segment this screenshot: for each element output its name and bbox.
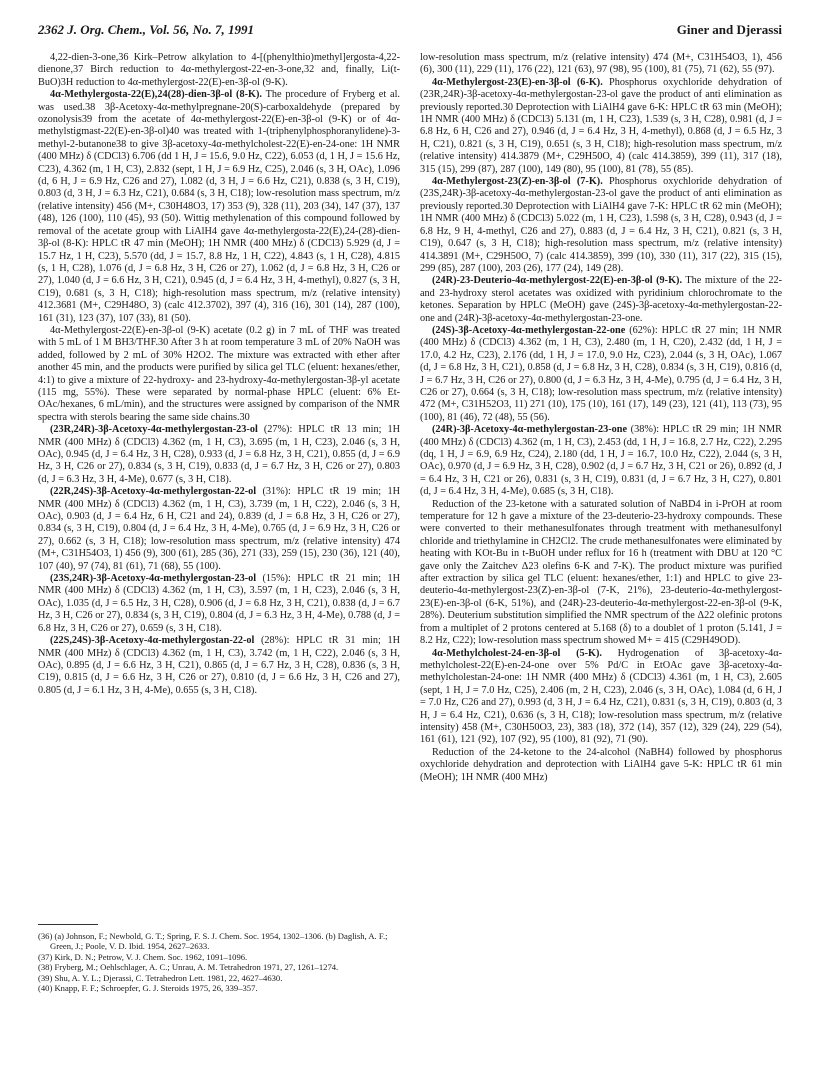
paragraph <box>420 275 782 325</box>
paragraph <box>420 747 782 784</box>
reference-item: (37) Kirk, D. N.; Petrow, V. J. Chem. Soc. 1962, 1091–1096. <box>38 951 248 962</box>
compound-heading: (22R,24S)-3β-Acetoxy-4α-methylergostan-22-ol <box>50 486 257 498</box>
footnote-rule <box>38 924 98 925</box>
left-column <box>38 52 400 697</box>
paragraph-text: (38%): HPLC tR 29 min; 1H NMR (400 MHz) δ (CDCl3) 4.362 (m, 1 H, C3), 2.453 (dd, 1 H, J = 16.8, 2.7 Hz, C22), 2.295 (dq, 1 H, J = 6.9, 6.9 Hz, C24), 2.180 (dd, 1 H, J = 16.7, 10.0 Hz, C22), 2.044 (s, 3 H, OAc), 0.970 (d, J = 6.9 Hz, 3 H, C28), 0.902 (d, J = 6.7 Hz, 3 H, C21 or 26), 0.892 (d, J = 6.4 Hz, 3 H, C21 or 26), 0.831 (s, 3 H, C19), 0.831 (d, J = 6.7 Hz, 3 H, C27), 0.801 (d, J = 6.4 Hz, 3 H, 4-Me), 0.685 (s, 3 H, C18). <box>420 424 782 498</box>
paragraph <box>420 176 782 275</box>
compound-heading: (24R)-23-Deuterio-4α-methylergost-22(E)-en-3β-ol (9-K). <box>432 275 683 287</box>
compound-heading: (23R,24R)-3β-Acetoxy-4α-methylergostan-23-ol <box>50 424 258 436</box>
compound-heading: (24R)-3β-Acetoxy-4α-methylergostan-23-one <box>432 424 627 436</box>
paragraph-text: Reduction of the 23-ketone with a saturated solution of NaBD4 in i-PrOH at room temperature for 12 h gave a mixture of the 23-deuterio-23-hydroxy compounds. These were converted to their methanesulfonates through treatment with methanesulfonyl chloride and triethylamine in CH2Cl2. The crude methanesulfonates were eliminated by heating with KOt-Bu in t-BuOH under reflux for 16 h (treatment with DBU at 120 °C gave only the Zaitchev Δ23 olefins 6-K and 7-K). The product mixture was purified after extraction by silica gel TLC (eluent: hexanes/ether, 1:1) and HPLC to give 23-deuterio-4α-methylergost-23(Z)-en-3β-ol (7-K, 21%), 23-deuterio-4α-methylergost-23(E)-en-3β-ol (6-K, 51%), and (24R)-23-deuterio-4α-methylergost-22-en-3β-ol (9-K, 28%). Deuterium substitution simplified the NMR spectrum of the Δ22 olefinic protons from a multiplet of 2 protons centered at 5.168 (δ) to a doublet of 1 proton (5.141, J = 8.2 Hz, C22); low-resolution mass spectrum showed M+ = 415 (C29H49OD). <box>420 498 782 647</box>
paragraph-text: (15%): HPLC tR 21 min; 1H NMR (400 MHz) δ (CDCl3) 4.362 (m, 1 H, C3), 3.597 (m, 1 H, C23), 2.046 (s, 3 H, OAc), 1.035 (d, J = 6.5 Hz, 3 H, C28), 0.906 (d, J = 6.8 Hz, 3 H, C21), 0.838 (d, J = 6.7 Hz, 3 H, C26 or 27), 0.834 (s, 3 H, C19), 0.804 (d, J = 6.3 Hz, 3 H, 4-Me), 0.788 (d, J = 6.8 Hz, 3 H, C26 or 27), 0.659 (s, 3 H, C18). <box>38 573 400 634</box>
paragraph-text: Phosphorus oxychloride dehydration of (23R,24R)-3β-acetoxy-4α-methylergostan-23-ol gave the product of anti elimination as previously reported.30 Deprotection with LiAlH4 gave 6-K: HPLC tR 63 min (MeOH); 1H NMR (400 MHz) δ (CDCl3) 5.131 (m, 1 H, C23), 1.539 (s, 3 H, C28), 0.981 (d, J = 6.8 Hz, 6 H, C26 and 27), 0.946 (d, J = 6.4 Hz, 3 H, 4-methyl), 0.868 (d, J = 6.5 Hz, 3 H, C21), 0.821 (s, 3 H, C19), 0.651 (s, 3 H, C18); high-resolution mass spectrum, m/z (relative intensity) 414.3879 (M+, C29H50O, 4) (calc 414.3859), 399 (11), 317 (18), 315 (15), 299 (87), 287 (100), 149 (80), 95 (100), 81 (78), 55 (85). <box>420 76 783 175</box>
paragraph-text: (31%): HPLC tR 19 min; 1H NMR (400 MHz) δ (CDCl3) 4.362 (m, 1 H, C3), 3.739 (m, 1 H, C22), 2.046 (s, 3 H, OAc), 0.903 (d, J = 6.4 Hz, 6 H, C21 and 24), 0.839 (d, J = 6.8 Hz, 3 H, C26 or 27), 0.834 (s, 3 H, C19), 0.804 (d, J = 6.4 Hz, 3 H, 4-Me), 0.765 (d, J = 6.9 Hz, 3 H, C26 or 27), 0.662 (s, 3 H, C18); low-resolution mass spectrum, m/z (relative intensity) 474 (M+, C31H54O3, 1) 456 (9), 300 (61), 285 (36), 271 (33), 259 (15), 230 (36), 121 (40), 107 (40), 97 (74), 81 (61), 71 (68), 55 (100). <box>38 486 400 572</box>
compound-heading: (23S,24R)-3β-Acetoxy-4α-methylergostan-23-ol <box>50 573 257 585</box>
running-header <box>38 22 782 42</box>
paragraph <box>420 499 782 648</box>
paragraph-text: (27%): HPLC tR 13 min; 1H NMR (400 MHz) δ (CDCl3) 4.362 (m, 1 H, C3), 3.695 (m, 1 H, C23), 2.046 (s, 3 H, OAc), 0.945 (d, J = 6.4 Hz, 3 H, C28), 0.933 (d, J = 6.8 Hz, 3 H, C21), 0.855 (d, J = 6.9 Hz, 3 H, C26 or 27), 0.834 (s, 3 H, C19), 0.833 (d, J = 6.7 Hz, 3 H, C26 or 27), 0.803 (d, J = 6.3 Hz, 3 H, 4-Me), 0.677 (s, 3 H, C18). <box>38 424 400 485</box>
paragraph-text: The mixture of the 22- and 23-hydroxy sterol acetates was oxidized with pyridinium chlorochromate to the ketones. Separation by HPLC (MeOH) gave (24S)-3β-acetoxy-4α-methylergostan-22-one and (24R)-3β-acetoxy-4α-methylergostan-23-one. <box>420 275 782 324</box>
paragraph <box>38 635 400 697</box>
reference-item: (38) Fryberg, M.; Oehlschlager, A. C.; Unrau, A. M. Tetrahedron 1971, 27, 1261–1274. <box>38 962 339 973</box>
journal-citation: 2362 J. Org. Chem., Vol. 56, No. 7, 1991 <box>38 22 254 37</box>
author-names: Giner and Djerassi <box>676 22 782 37</box>
paragraph <box>420 648 782 747</box>
paragraph-text: Reduction of the 24-ketone to the 24-alcohol (NaBH4) followed by phosphorus oxychloride dehydration and deprotection with LiAlH4 gave 5-K: HPLC tR 61 min (MeOH); 1H NMR (400 MHz) <box>420 746 782 783</box>
paragraph-text: 4α-Methylergost-22(E)-en-3β-ol (9-K) acetate (0.2 g) in 7 mL of THF was treated with 5 mL of 1 M BH3/THF.30 After 3 h at room temperature 3 mL of 20% NaOH was added, followed by 2 mL of 30% H2O2. The mixture was extracted with ether after another 45 min, and the products were purified by silica gel TLC (eluent: hexanes/ether, 4:1) to give a mixture of 22-hydroxy- and 23-hydroxy-4α-methylergostan-3β-yl acetate (115 mg, 55%). These were separated by normal-phase HPLC (eluent: 6% Et-OAc/hexanes, 6 mL/min), and the structures were assigned by comparison of the NMR spectra with sterols bearing the same side chains.30 <box>38 324 400 423</box>
paragraph <box>38 573 400 635</box>
compound-heading: 4α-Methylergost-23(E)-en-3β-ol (6-K). <box>432 76 603 88</box>
reference-item: (36) (a) Johnson, F.; Newbold, G. T.; Spring, F. S. J. Chem. Soc. 1954, 1302–1306. (b) Daglish, A. F.; Green, J.; Poole, V. D. Ibid. 1954, 2627–2633. <box>38 931 388 952</box>
paragraph <box>38 325 400 424</box>
compound-heading: 4α-Methylergosta-22(E),24(28)-dien-3β-ol (8-K). <box>50 89 262 101</box>
paragraph-text: Phosphorus oxychloride dehydration of (23S,24R)-3β-acetoxy-4α-methylergostan-23-ol gave the product of anti elimination as previously reported.30 Deprotection with LiAlH4 gave 7-K: HPLC tR 62 min (MeOH); 1H NMR (400 MHz) δ (CDCl3) 5.022 (m, 1 H, C23), 1.598 (s, 3 H, C28), 0.943 (d, J = 6.8 Hz, 9 H, 4-methyl, C26 and 27), 0.883 (d, J = 6.4 Hz, 3 H, C21), 0.821 (s, 3 H, C19), 0.647 (s, 3 H, C18); high-resolution mass spectrum, m/z (relative intensity) 414.3891 (M+, C29H50O, 7) (calc 414.3859), 399 (10), 330 (11), 317 (22), 315 (15), 299 (85), 287 (100), 203 (26), 177 (24), 149 (28). <box>420 176 783 274</box>
paragraph-text: (28%): HPLC tR 31 min; 1H NMR (400 MHz) δ (CDCl3) 4.362 (m, 1 H, C3), 3.742 (m, 1 H, C22), 2.046 (s, 3 H, OAc), 0.895 (d, J = 6.6 Hz, 3 H, C21), 0.865 (d, J = 6.7 Hz, 3 H, C28), 0.836 (s, 3 H, C19), 0.815 (d, J = 6.6 Hz, 3 H, C26 or 27), 0.810 (d, J = 6.6 Hz, 3 H, C26 and 27), 0.805 (d, J = 6.1 Hz, 3 H, 4-Me), 0.655 (s, 3 H, C18). <box>38 635 400 696</box>
compound-heading: 4α-Methylcholest-24-en-3β-ol (5-K). <box>432 647 602 659</box>
footnote-references <box>38 924 400 993</box>
paragraph <box>420 424 782 498</box>
paragraph-text: Hydrogenation of 3β-acetoxy-4α-methylcholest-22(E)-en-24-one over 5% Pd/C in EtOAc gave 3β-acetoxy-4α-methylcholestan-24-one: 1H NMR (400 MHz) δ (CDCl3) 4.361 (m, 1 H, C3), 2.605 (sept, 1 H, J = 7.0 Hz, C25), 2.406 (m, 2 H, C23), 2.046 (s, 3 H, OAc), 1.084 (d, 6 H, J = 7.0 Hz, C26 and 27), 0.993 (d, 3 H, J = 6.4 Hz, C21), 0.831 (s, 3 H, C19), 0.803 (d, 3 H, J = 6.4 Hz, C21), 0.636 (s, 3 H, C18); low-resolution mass spectrum, m/z (relative intensity) 458 (M+, C30H50O3, 23), 383 (18), 372 (14), 357 (12), 329 (24), 229 (54), 161 (61), 121 (92), 107 (92), 95 (100), 81 (92), 71 (90). <box>420 647 782 746</box>
right-column <box>420 52 782 784</box>
paragraph-text: 4,22-dien-3-one,36 Kirk–Petrow alkylation to 4-[(phenylthio)methyl]ergosta-4,22-dienone,37 Birch reduction to 4α-methylergost-22-en-3-one,32 and, finally, Li(t-BuO)3H reduction to 4α-methylergost-22(E)-en-3β-ol (9-K). <box>38 52 400 88</box>
paragraph <box>420 325 782 424</box>
paragraph <box>38 486 400 573</box>
paragraph <box>420 52 782 77</box>
paragraph-text: (62%): HPLC tR 27 min; 1H NMR (400 MHz) δ (CDCl3) 4.362 (m, 1 H, C3), 2.480 (m, 1 H, C20), 2.432 (dd, 1 H, J = 17.0, 4.2 Hz, C23), 2.176 (dd, 1 H, J = 17.0, 9.0 Hz, C23), 2.044 (s, 3 H, OAc), 1.067 (d, J = 6.8 Hz, 3 H, C21), 0.858 (d, J = 6.8 Hz, 3 H, C28), 0.834 (s, 3 H, C19), 0.816 (d, J = 6.7 Hz, 3 H, C26 or 27), 0.800 (d, J = 6.3 Hz, 3 H, 4-Me), 0.795 (d, J = 6.4 Hz, 3 H, C26 or 27), 0.664 (s, 3 H, C18); low-resolution mass spectrum, m/z (relative intensity) 472 (M+, C31H52O3, 11) 271 (10), 175 (10), 161 (17), 149 (23), 121 (41), 113 (73), 95 (100), 81 (46), 72 (48), 55 (56). <box>420 324 782 423</box>
paragraph-text: low-resolution mass spectrum, m/z (relative intensity) 474 (M+, C31H54O3, 1), 456 (6), 300 (11), 229 (11), 176 (22), 121 (63), 97 (98), 95 (100), 81 (75), 71 (62), 55 (97). <box>420 52 782 76</box>
reference-item: (39) Shu, A. Y. L.; Djerassi, C. Tetrahedron Lett. 1981, 22, 4627–4630. <box>38 972 283 983</box>
compound-heading: 4α-Methylergost-23(Z)-en-3β-ol (7-K). <box>432 176 603 188</box>
paragraph <box>38 424 400 486</box>
paragraph-text: The procedure of Fryberg et al. was used.38 3β-Acetoxy-4α-methylpregnane-20(S)-carboxaldehyde (prepared by ozonolysis39 from the acetate of 4α-methylergost-22(E)-en-3β-ol (9-K) or of 4α-methylstigmast-22(E)-en-3β-ol)40 was treated with 1-(triphenylphosphoranylidene)-3-methyl-2-butanone38 to give 3β-acetoxy-4α-methylcholest-22(E)-en-24-one: 1H NMR (400 MHz) δ (CDCl3) 6.706 (dd 1 H, J = 15.6, 9.0 Hz, C22), 6.053 (d, 1 H, J = 15.6 Hz, C23), 4.362 (m, 1 H, C3), 2.832 (sept, 1 H, J = 6.9 Hz, C25), 2.046 (s, 3 H, OAc), 1.096 (d, 6 H, J = 6.9 Hz, C26 and 27), 1.082 (d, 3 H, J = 6.6 Hz, C21), 0.838 (s, 3 H, C19), 0.803 (d, 3 H, J = 6.3 Hz, C21), 0.684 (s, 3 H, C18); low-resolution mass spectrum, m/z (relative intensity) 456 (M+, C30H48O3, 17) 353 (9), 328 (11), 203 (34), 147 (37), 137 (48), 126 (100), 110 (45), 93 (50). Wittig methylenation of this compound followed by removal of the acetate group with LiAlH4 gave 4α-methylergosta-22(E),24-(28)-dien-3β-ol (8-K): HPLC tR 47 min (MeOH); 1H NMR (400 MHz) δ (CDCl3) 5.929 (d, J = 15.7 Hz, 1 H, C23), 5.570 (dd, J = 15.7, 8.8 Hz, 1 H, C22), 4.843 (s, 1 H, C28), 4.815 (s, 1 H, C28), 1.076 (d, J = 6.8 Hz, 3 H, C26 or 27), 1.062 (d, J = 6.8 Hz, 3 H, C26 or 27), 1.040 (d, J = 6.6 Hz, 3 H, C21), 0.945 (d, J = 6.4 Hz, 3 H, 4-methyl), 0.827 (s, 3 H, C19), 0.681 (s, 3 H, C18); high-resolution mass spectrum, m/z (relative intensity) 412.3681 (M+, C29H48O, 3) (calc 412.3702), 397 (4), 316 (16), 301 (14), 287 (100), 161 (31), 123 (37), 107 (33), 81 (50). <box>38 89 400 324</box>
paragraph <box>38 52 400 89</box>
compound-heading: (24S)-3β-Acetoxy-4α-methylergostan-22-one <box>432 324 626 336</box>
paragraph <box>420 77 782 176</box>
paragraph <box>38 89 400 325</box>
compound-heading: (22S,24S)-3β-Acetoxy-4α-methylergostan-22-ol <box>50 635 255 647</box>
reference-item: (40) Knapp, F. F.; Schroepfer, G. J. Steroids 1975, 26, 339–357. <box>38 983 258 994</box>
